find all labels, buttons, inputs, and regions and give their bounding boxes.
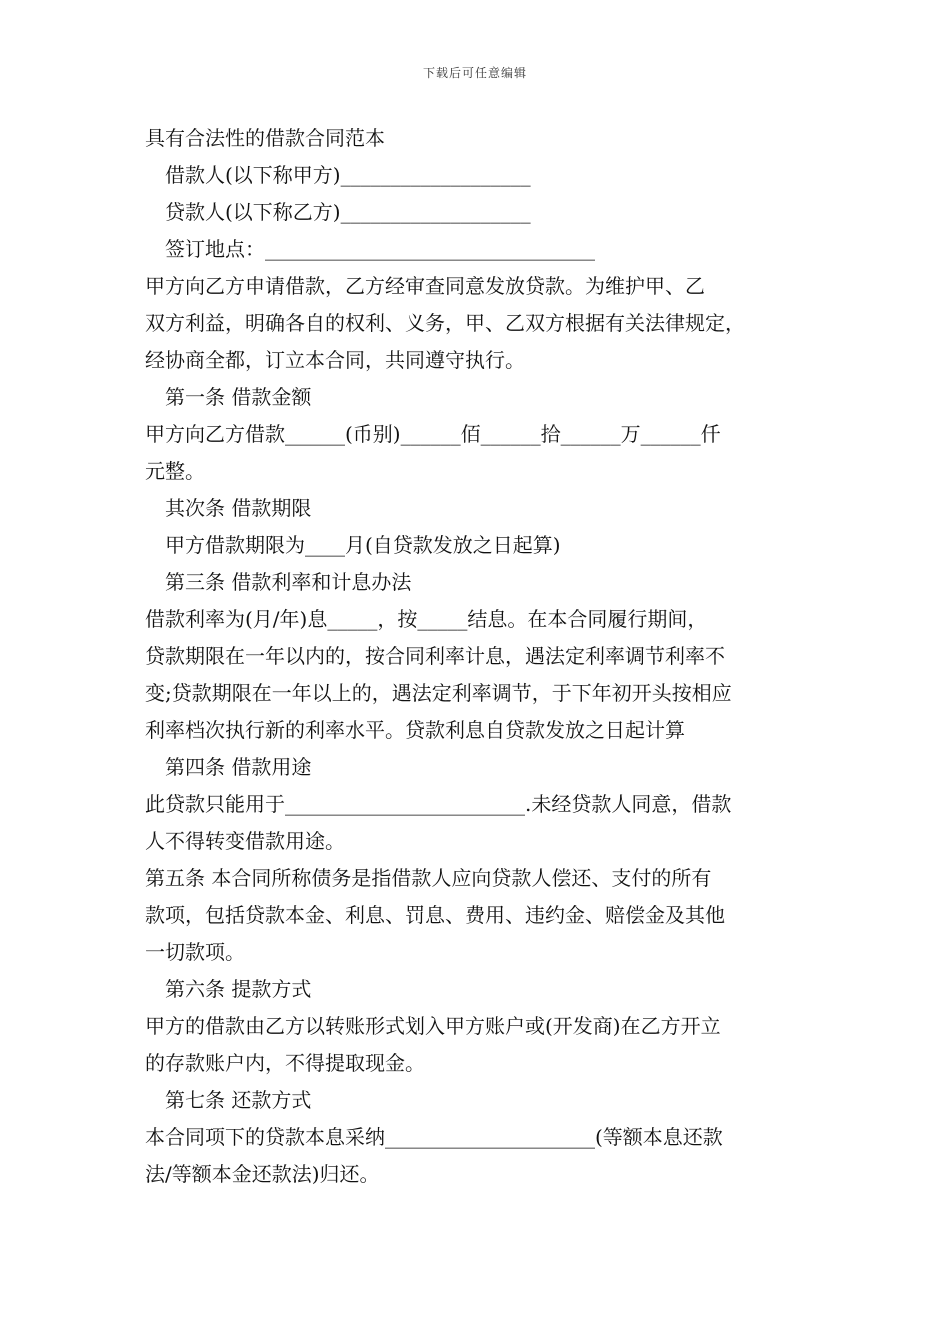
article7-title: 第七条 还款方式 [165, 1088, 312, 1112]
article3-title: 第三条 借款利率和计息办法 [165, 570, 412, 594]
lender-line: 贷款人(以下称乙方)___________________ [165, 200, 531, 224]
article1-body: 甲方向乙方借款______(币别)______佰______拾______万______仟 元整。 [145, 422, 721, 483]
article7-body: 本合同项下的贷款本息采纳_____________________(等额本息还款 法/等额本金还款法)归还。 [145, 1125, 723, 1186]
article1-title: 第一条 借款金额 [165, 385, 312, 409]
article6-body: 甲方的借款由乙方以转账形式划入甲方账户或(开发商)在乙方开立 的存款账户内，不得提取现金。 [145, 1014, 721, 1075]
document-title: 具有合法性的借款合同范本 [145, 126, 385, 150]
article4-title: 第四条 借款用途 [165, 755, 312, 779]
intro-paragraph: 甲方向乙方申请借款，乙方经审查同意发放贷款。为维护甲、乙 双方利益，明确各自的权利、义务，甲、乙双方根据有关法律规定， 经协商全都，订立本合同，共同遵守执行。 [145, 274, 745, 372]
borrower-line: 借款人(以下称甲方)___________________ [165, 163, 531, 187]
article2-title: 其次条 借款期限 [165, 496, 312, 520]
article6-title: 第六条 提款方式 [165, 977, 312, 1001]
article5-body: 第五条 本合同所称债务是指借款人应向贷款人偿还、支付的所有 款项，包括贷款本金、利息、罚息、费用、违约金、赔偿金及其他 一切款项。 [145, 866, 725, 964]
article4-body: 此贷款只能用于________________________.未经贷款人同意，借款 人不得转变借款用途。 [145, 792, 732, 853]
article3-body: 借款利率为(月/年)息_____，按_____结息。在本合同履行期间， 贷款期限在一年以内的，按合同利率计息，遇法定利率调节利率不 变;贷款期限在一年以上的，遇法定利率调节，于下年初开头按相应 利率档次执行新的利率水平。贷款利息自贷款发放之日起计算 [145, 607, 732, 742]
document-body [145, 120, 810, 1193]
page-header-note: 下载后可任意编辑 [422, 66, 527, 80]
sign-place-line: 签订地点：_________________________________ [165, 237, 595, 261]
article2-body: 甲方借款期限为____月(自贷款发放之日起算) [165, 533, 561, 557]
